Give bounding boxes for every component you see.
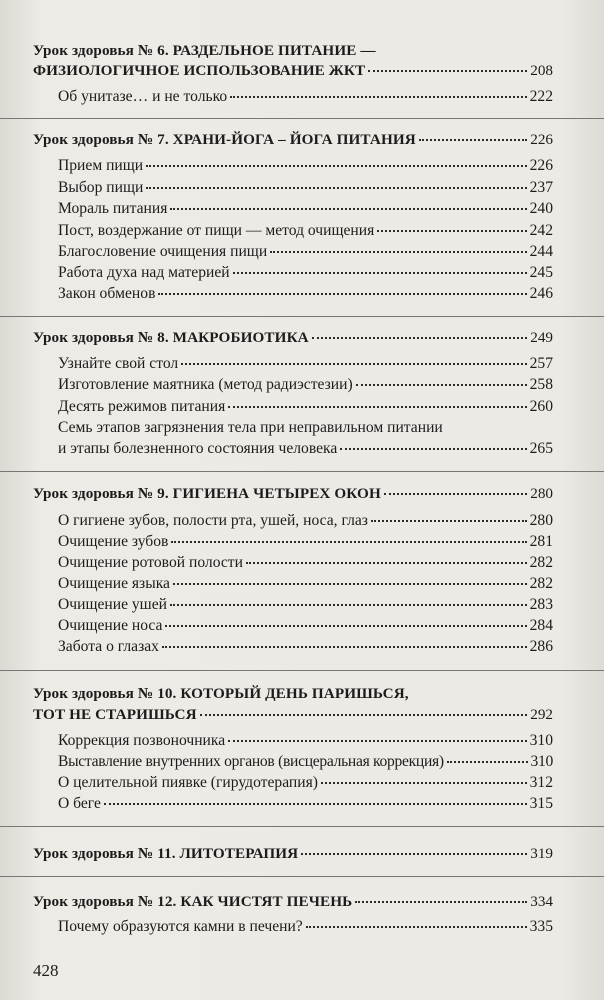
page-ref: 245 — [529, 264, 553, 281]
toc-entry — [58, 554, 553, 572]
dot-leader — [377, 229, 526, 232]
lesson-title: Урок здоровья № 6. РАЗДЕЛЬНОЕ ПИТАНИЕ — — [33, 42, 376, 59]
entry-title: Мораль питания — [58, 200, 168, 217]
section-divider — [0, 316, 604, 318]
section-divider — [0, 670, 604, 672]
dot-leader — [384, 492, 527, 495]
dot-leader — [233, 271, 527, 274]
section-divider — [0, 118, 604, 120]
toc-entry — [58, 440, 553, 458]
dot-leader — [162, 645, 527, 648]
lesson-10-title-line2 — [33, 706, 553, 724]
toc-entry — [58, 638, 553, 656]
page-ref: 286 — [529, 638, 553, 655]
page-ref: 208 — [530, 62, 553, 79]
entry-title: Выставление внутренних органов (висцеральная коррекция) — [58, 753, 444, 770]
toc-entry — [58, 617, 553, 635]
lesson-10-title-line1 — [33, 685, 553, 703]
entry-title: Очищение языка — [58, 575, 170, 592]
entry-title: Очищение носа — [58, 617, 163, 634]
page-ref: 315 — [529, 795, 553, 812]
lesson-11-title — [33, 845, 553, 863]
entry-title: Забота о глазах — [58, 638, 159, 655]
entry-title: О гигиене зубов, полости рта, ушей, носа, глаз — [58, 512, 368, 529]
dot-leader — [301, 852, 527, 855]
toc-entry — [58, 376, 553, 394]
lesson-title: ТОТ НЕ СТАРИШЬСЯ — [33, 706, 197, 723]
toc-entry — [58, 398, 553, 416]
entry-title: Почему образуются камни в печени? — [58, 918, 303, 935]
dot-leader — [447, 760, 528, 763]
dot-leader — [165, 624, 526, 627]
dot-leader — [146, 164, 526, 167]
toc-entry — [58, 88, 553, 106]
toc-entry — [58, 795, 553, 813]
toc-entry — [58, 200, 553, 218]
lesson-9-title — [33, 485, 553, 503]
toc-entry — [58, 355, 553, 373]
lesson-title: Урок здоровья № 8. МАКРОБИОТИКА — [33, 329, 309, 346]
toc-entry — [58, 918, 553, 936]
page-ref: 242 — [529, 222, 553, 239]
dot-leader — [230, 95, 526, 98]
dot-leader — [355, 900, 527, 903]
entry-title: Благословение очищения пищи — [58, 243, 268, 260]
toc-entry — [58, 732, 553, 750]
lesson-6-title-line1 — [33, 42, 553, 60]
page-ref: 222 — [529, 88, 553, 105]
page-ref: 284 — [529, 617, 553, 634]
page-ref: 258 — [529, 376, 553, 393]
page-ref: 280 — [529, 512, 553, 529]
page-ref: 335 — [529, 918, 553, 935]
dot-leader — [181, 362, 526, 365]
toc-entry — [58, 575, 553, 593]
page-ref: 280 — [530, 485, 553, 502]
toc-entry — [58, 596, 553, 614]
page-ref: 292 — [530, 706, 553, 723]
dot-leader — [173, 582, 527, 585]
toc-entry — [58, 222, 553, 240]
entry-title: Работа духа над материей — [58, 264, 230, 281]
toc-entry — [58, 774, 553, 792]
dot-leader — [200, 713, 528, 716]
dot-leader — [306, 925, 527, 928]
dot-leader — [356, 383, 527, 386]
dot-leader — [171, 540, 526, 543]
page-ref: 265 — [529, 440, 553, 457]
page-ref: 310 — [530, 753, 553, 770]
page-ref: 334 — [530, 893, 553, 910]
dot-leader — [170, 603, 527, 606]
toc-entry — [58, 243, 553, 261]
toc-entry — [58, 533, 553, 551]
page-number: 428 — [33, 961, 59, 980]
dot-leader — [170, 207, 526, 210]
entry-title: и этапы болезненного состояния человека — [58, 440, 338, 457]
entry-title: Десять режимов питания — [58, 398, 226, 415]
toc-entry — [58, 753, 553, 771]
dot-leader — [270, 250, 526, 253]
section-divider — [0, 471, 604, 473]
lesson-12-title — [33, 893, 553, 911]
page-ref: 310 — [529, 732, 553, 749]
toc-entry — [58, 419, 553, 437]
entry-title: Очищение зубов — [58, 533, 169, 550]
page-ref: 244 — [529, 243, 553, 260]
entry-title: Выбор пищи — [58, 179, 144, 196]
page-ref: 319 — [530, 845, 553, 862]
entry-title: Изготовление маятника (метод радиэстезии) — [58, 376, 353, 393]
dot-leader — [158, 292, 526, 295]
page-ref: 249 — [530, 329, 553, 346]
page-ref: 237 — [529, 179, 553, 196]
dot-leader — [228, 739, 526, 742]
toc-entry — [58, 157, 553, 175]
page-ref: 226 — [529, 157, 553, 174]
entry-title: О целительной пиявке (гирудотерапия) — [58, 774, 318, 791]
dot-leader — [419, 138, 527, 141]
entry-title: Очищение ротовой полости — [58, 554, 243, 571]
dot-leader — [104, 802, 527, 805]
lesson-title: Урок здоровья № 9. ГИГИЕНА ЧЕТЫРЕХ ОКОН — [33, 485, 381, 502]
entry-title: Закон обменов — [58, 285, 156, 302]
lesson-title: Урок здоровья № 7. ХРАНИ-ЙОГА – ЙОГА ПИТАНИЯ — [33, 131, 416, 148]
lesson-6-title-line2 — [33, 62, 553, 80]
page-ref: 312 — [529, 774, 553, 791]
toc-entry — [58, 285, 553, 303]
toc-entry — [58, 512, 553, 530]
section-divider — [0, 826, 604, 828]
dot-leader — [371, 519, 527, 522]
page-ref: 282 — [529, 575, 553, 592]
page-ref: 257 — [529, 355, 553, 372]
page-ref: 240 — [529, 200, 553, 217]
page-ref: 260 — [529, 398, 553, 415]
dot-leader — [228, 405, 526, 408]
toc-entry — [58, 264, 553, 282]
dot-leader — [340, 447, 526, 450]
dot-leader — [146, 186, 526, 189]
dot-leader — [246, 561, 527, 564]
lesson-7-title — [33, 131, 553, 149]
lesson-title: ФИЗИОЛОГИЧНОЕ ИСПОЛЬЗОВАНИЕ ЖКТ — [33, 62, 366, 79]
lesson-title: Урок здоровья № 12. КАК ЧИСТЯТ ПЕЧЕНЬ — [33, 893, 353, 910]
dot-leader — [368, 69, 527, 72]
entry-title: Семь этапов загрязнения тела при неправильном питании — [58, 419, 443, 436]
entry-title: О беге — [58, 795, 101, 812]
lesson-title: Урок здоровья № 10. КОТОРЫЙ ДЕНЬ ПАРИШЬСЯ, — [33, 685, 409, 702]
section-divider — [0, 876, 604, 878]
entry-title: Коррекция позвоночника — [58, 732, 226, 749]
page-ref: 283 — [529, 596, 553, 613]
page-ref: 281 — [529, 533, 553, 550]
lesson-title: Урок здоровья № 11. ЛИТОТЕРАПИЯ — [33, 845, 299, 862]
entry-title: Очищение ушей — [58, 596, 167, 613]
page-ref: 282 — [529, 554, 553, 571]
dot-leader — [321, 781, 527, 784]
page-ref: 246 — [529, 285, 553, 302]
lesson-8-title — [33, 329, 553, 347]
entry-title: Об унитазе… и не только — [58, 88, 228, 105]
entry-title: Прием пищи — [58, 157, 144, 174]
entry-title: Узнайте свой стол — [58, 355, 179, 372]
dot-leader — [312, 336, 527, 339]
toc-entry — [58, 179, 553, 197]
page-ref: 226 — [530, 131, 553, 148]
entry-title: Пост, воздержание от пищи — метод очищения — [58, 222, 375, 239]
